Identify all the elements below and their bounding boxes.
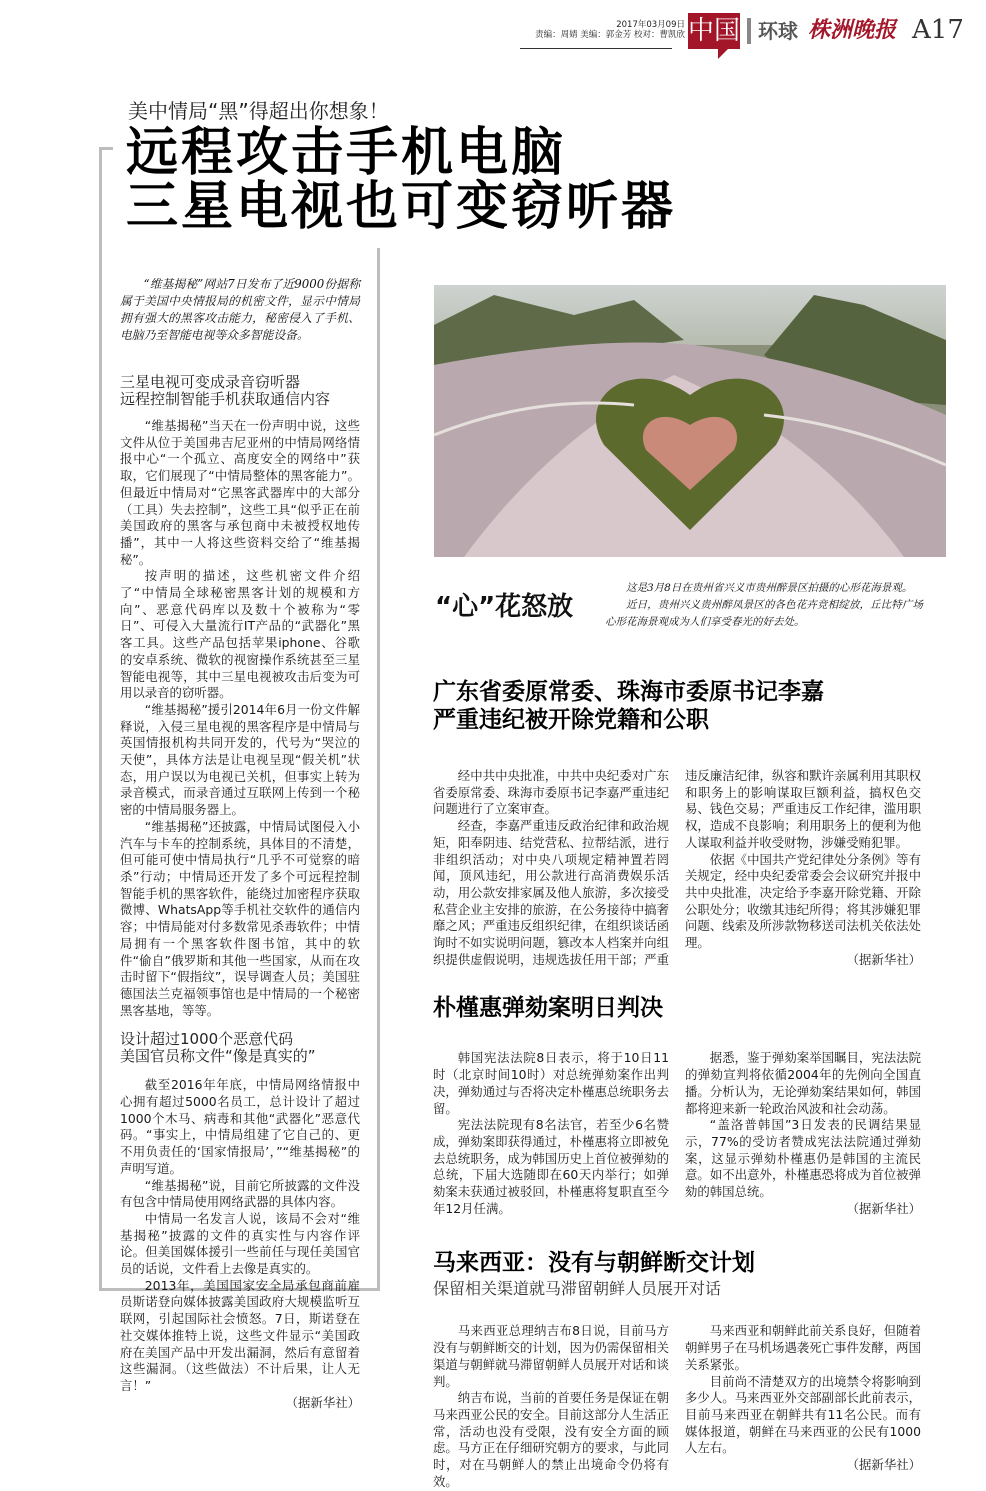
paper-logo: 株洲晚报: [808, 17, 897, 43]
subhead-1: [120, 374, 360, 408]
frame-right: [377, 248, 380, 1291]
lead-section-2: [120, 1077, 360, 1411]
lead-title-line-1: 远程攻击手机电脑: [126, 123, 567, 183]
heart-flower-photo: [434, 285, 946, 557]
page-number: A17: [912, 15, 964, 45]
source-credit: （据新华社）: [285, 1394, 360, 1410]
paragraph: 马来西亚总理纳吉布8日说，目前马方没有与朝鲜断交的计划，因为仍需保留相关渠道与朝鲜就马滞留朝鲜人员展开对话和谈判。: [433, 1323, 669, 1389]
paragraph: 纳吉布说，当前的首要任务是保证在朝马来西亚公民的安全。目前这部分人生活正常，活动也没有受限，没有安全方面的顾虑。马方正在仔细研究朝方的要求，与此同时，对在马朝鲜人的禁止出境命令仍将有效。: [433, 1390, 669, 1489]
section-badge: [688, 13, 740, 59]
paragraph: 据悉，鉴于弹劾案举国瞩目，宪法法院的弹劾宣判将依循2004年的先例向全国直播。分析认为，无论弹劾案结果如何，韩国都将迎来新一轮政治风波和社会动荡。: [685, 1050, 921, 1116]
paragraph: 按声明的描述，这些机密文件介绍了“中情局全球秘密黑客计划的规模和方向”、恶意代码库以及数十个被称为“零日”、可侵入大量流行IT产品的“武器化”黑客工具。这些产品包括苹果iphone、谷歌的安卓系统、微软的视窗操作系统甚至三星智能电视等，其中三星电视被攻击后变为可用以录音的窃听器。: [120, 568, 360, 701]
header-rule: [520, 48, 672, 49]
subhead-1-line-1: 三星电视可变成录音窃听器: [120, 373, 301, 391]
paragraph: “维基揭秘”说，目前它所披露的文件没有包含中情局使用网络武器的具体内容。: [120, 1177, 360, 1210]
paragraph: “盖洛普韩国”3日发表的民调结果显示，77%的受访者赞成宪法法院通过弹劾案，这显示弹劾朴槿惠仍是韩国的主流民意。如不出意外，朴槿惠恐将成为首位被弹劾的韩国总统。: [685, 1117, 921, 1200]
lead-section-1: [120, 418, 360, 1019]
paragraph: “维基揭秘”援引2014年6月一份文件解释说，入侵三星电视的黑客程序是中情局与英国情报机构共同开发的，代号为“哭泣的天使”，具体方法是让电视呈现“假关机”状态，用户误以为电视已关机，但事实上转为录音模式，而录音通过互联网上传到一个秘密的中情局服务器上。: [120, 701, 360, 818]
headline-line-2: 严重违纪被开除党籍和公职: [433, 707, 709, 733]
source-credit: （据新华社）: [846, 1200, 921, 1216]
korea-headline: 朴槿惠弹劾案明日判决: [433, 995, 663, 1022]
section-badge-label: 中国: [688, 13, 740, 49]
badge-tail: [718, 49, 728, 59]
lede-text: “维基揭秘”网站7日发布了近9000份据称属于美国中央情报局的机密文件，显示中情局拥有强大的黑客攻击能力，秘密侵入了手机、电脑乃至智能电视等众多智能设备。: [120, 277, 360, 342]
source-credit: （据新华社）: [846, 951, 921, 967]
paragraph: 截至2016年年底，中情局网络情报中心拥有超过5000名员工，总计设计了超过1000个木马、病毒和其他“武器化”恶意代码。“事实上，中情局组建了它自己的、更不用负责任的‘国家情报局’，”“维基揭秘”的声明写道。: [120, 1077, 360, 1176]
caption-paragraph: 近日，贵州兴义贵州醉凤景区的各色花卉竞相绽放，丘比特广场心形花海景观成为人们享受春光的好去处。: [605, 599, 923, 628]
paragraph: 马来西亚和朝鲜此前关系良好，但随着朝鲜男子在马机场遇袭死亡事件发酵，两国关系紧张。: [685, 1323, 921, 1372]
frame-left: [99, 147, 102, 1291]
lead-kicker: 美中情局“黑”得超出你想象！: [128, 99, 389, 123]
malaysia-subtitle: 保留相关渠道就马滞留朝鲜人员展开对话: [433, 1279, 722, 1299]
right-stories-flow: [433, 678, 921, 1491]
paragraph: 韩国宪法法院8日表示，将于10日11时（北京时间10时）对总统弹劾案作出判决，弹劾通过与否将决定朴槿惠总统职务去留。: [433, 1050, 669, 1116]
editors-credit: 责编：周婧 美编：郭金芳 校对：曹凯欣: [535, 30, 685, 40]
lead-lede: [120, 276, 360, 344]
lead-story-flow: [120, 276, 360, 1411]
paragraph: 依据《中国共产党纪律处分条例》等有关规定，经中央纪委常委会会议研究并报中共中央批准，决定给予李嘉开除党籍、开除公职处分；收缴其违纪所得；将其涉嫌犯罪问题、线索及所涉款物移送司法机关依法处理。: [685, 851, 921, 951]
subhead-2-line-2: 美国官员称文件“像是真实的”: [120, 1047, 316, 1066]
malaysia-headline: 马来西亚：没有与朝鲜断交计划: [433, 1250, 755, 1277]
section-name: 环球: [758, 19, 798, 43]
caption-paragraph: 这是3月8日在贵州省兴义市贵州醉景区拍摄的心形花海景观。: [626, 582, 913, 594]
paragraph: “维基揭秘”还披露，中情局试图侵入小汽车与卡车的控制系统，具体目的不清楚，但可能可使中情局执行“几乎不可觉察的暗杀”行动；中情局还开发了多个可远程控制智能手机的黑客软件，能绕过加密程序获取微博、WhatsApp等手机社交软件的通信内容；中情局能对付多数常见杀毒软件；中情局拥有一个黑客软件图书馆，其中的软件“偷自”俄罗斯和其他一些国家，从而在攻击时留下“假指纹”，误导调查人员；美国驻德国法兰克福领事馆也是中情局的一个秘密黑客基地，等等。: [120, 818, 360, 1018]
photo-illustration: [434, 285, 946, 557]
paragraph: 经查，李嘉严重违反政治纪律和政治规矩，阳奉阴违、结党营私、拉帮结派，进行非组织活动；对中央八项规定精神置若罔闻，顶风违纪，用公款进行高消费娱乐活动，用公款安排家属及他人旅游，多次接受私营企业主安排的旅游，在公务接待中搞奢靡之风；严重违反组织纪律，在组织谈话函询时不如实说明问题，篡改本人档案并向组织提供虚假说明，违规选拔任用干部；严重违反廉洁纪律，纵容和默许亲属利用其职权和职务上的影响谋取巨额利益，搞权色交易、钱色交易；严重违反工作纪律，滥用职权，造成不良影响；利用职务上的便利为他人谋取利益并收受财物，涉嫌受贿犯罪。: [433, 768, 921, 967]
photo-title: “心”花怒放: [435, 592, 574, 622]
paragraph: 目前尚不清楚双方的出境禁令将影响到多少人。马来西亚外交部副部长此前表示，目前马来西亚在朝鲜共有11名公民。而有媒体报道，朝鲜在马来西亚的公民有1000人左右。: [685, 1373, 921, 1456]
paragraph: “维基揭秘”当天在一份声明中说，这些文件从位于美国弗吉尼亚州的中情局网络情报中心“一个孤立、高度安全的网络中”获取，它们展现了“中情局整体的黑客能力”。但最近中情局对“它黑客武器库中的大部分（工具）失去控制”，这些工具“似乎正在前美国政府的黑客与承包商中未被授权地传播”，其中一人将这些资料交给了“维基揭秘”。: [120, 418, 360, 567]
photo-caption: [605, 580, 923, 631]
paragraph: 2013年，美国国家安全局承包商前雇员斯诺登向媒体披露美国政府大规模监听互联网，引起国际社会愤怒。7日，斯诺登在社交媒体推特上说，这些文件显示“美国政府在美国产品中开发出漏洞，然后有意留着这些漏洞。（这些做法）不计后果，让人无言！”: [120, 1277, 360, 1393]
paragraph: 中情局一名发言人说，该局不会对“维基揭秘”披露的文件的真实性与内容作评论。但美国媒体援引一些前任与现任美国官员的话说，文件看上去像是真实的。: [120, 1210, 360, 1277]
subhead-2: [120, 1031, 360, 1065]
paragraph: 经中共中央批准，中共中央纪委对广东省委原常委、珠海市委原书记李嘉严重违纪问题进行了立案审查。: [433, 768, 669, 817]
guangdong-body: [433, 768, 921, 968]
subhead-1-line-2: 远程控制智能手机获取通信内容: [120, 390, 331, 408]
lead-title-line-2: 三星电视也可变窃听器: [126, 177, 677, 237]
issue-date: 2017年03月09日: [616, 20, 685, 30]
headline-line-1: 广东省委原常委、珠海市委原书记李嘉: [433, 679, 824, 705]
korea-body: [433, 1050, 921, 1217]
source-credit: （据新华社）: [846, 1457, 921, 1473]
guangdong-headline: [433, 678, 921, 734]
malaysia-body: [433, 1323, 921, 1490]
section-divider: [747, 18, 751, 44]
paragraph: 宪法法院现有8名法官，若至少6名赞成，弹劾案即获得通过，朴槿惠将立即被免去总统职务，成为韩国历史上首位被弹劾的总统，下届大选随即在60天内举行；如弹劾案未获通过被驳回，朴槿惠将复职直至今年12月任满。: [433, 1117, 669, 1216]
subhead-2-line-1: 设计超过1000个恶意代码: [120, 1030, 294, 1049]
